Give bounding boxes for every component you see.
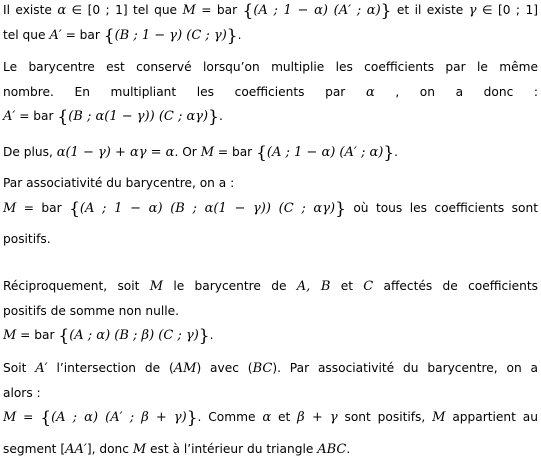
text-run: positifs de somme non nulle. (3, 304, 180, 318)
math-expression: AA′ (65, 442, 87, 457)
math-brace: } (198, 326, 210, 346)
math-expression: β + γ (297, 410, 338, 425)
text-run: et il existe (391, 3, 469, 17)
text-run: ∈ [0 ; 1] tel que (66, 3, 183, 17)
text-run: appartient au (445, 410, 538, 424)
text-run: = (16, 410, 41, 424)
text-run: alors : (3, 386, 41, 400)
math-expression: M (3, 410, 17, 425)
math-expression: (B ; 1 − γ) (C ; γ) (114, 28, 227, 43)
text-line (3, 144, 538, 161)
math-expression: (A ; α) (A′ ; β + γ) (51, 410, 187, 425)
math-expression: α (262, 410, 272, 425)
text-run: et (330, 279, 364, 293)
text-run: . Comme (197, 410, 263, 424)
text-run: Réciproquement, soit (3, 279, 150, 293)
text-run: ∈ [0 ; 1] (476, 3, 538, 17)
text-run: Il existe (3, 3, 58, 17)
math-expression: ABC (317, 442, 347, 457)
text-line (3, 327, 538, 344)
math-expression: α (365, 85, 375, 100)
text-run: où tous les coefficients sont (345, 201, 538, 215)
math-expression: A′ (49, 28, 62, 43)
text-run: = bar (61, 28, 104, 42)
math-expression: A, B (296, 279, 331, 294)
text-line (3, 409, 538, 426)
text-run: segment [ (3, 442, 66, 456)
math-expression: (A ; 1 − α) (A′ ; α) (253, 3, 381, 18)
math-brace: } (383, 143, 395, 163)
text-line (3, 175, 538, 191)
math-brace: } (226, 26, 238, 46)
text-line (3, 59, 538, 75)
math-brace: { (242, 1, 254, 21)
text-run: . (218, 109, 223, 123)
text-run: De plus, (3, 145, 57, 159)
math-expression: (A ; 1 − α) (B ; α(1 − γ)) (C ; αγ) (79, 201, 336, 216)
text-run: l’intersection de ( (47, 361, 174, 375)
math-expression: (B ; α(1 − γ)) (C ; αγ) (68, 109, 209, 124)
text-run: = bar (195, 3, 243, 17)
math-brace: { (103, 26, 115, 46)
text-run: le barycentre de (163, 279, 297, 293)
text-line (3, 360, 538, 377)
math-expression: AM (173, 361, 197, 376)
text-run: . (237, 28, 242, 42)
text-run: nombre. En multipliant les coefficients par (3, 85, 366, 99)
text-run: . Or (174, 145, 201, 159)
text-run: positifs. (3, 232, 51, 246)
math-brace: { (58, 326, 70, 346)
math-expression: BC (252, 361, 273, 376)
math-brace: } (335, 199, 346, 219)
text-run: affectés de coefficients (373, 279, 538, 293)
math-brace: } (208, 107, 219, 127)
math-expression: M (3, 328, 17, 343)
math-expression: C (363, 279, 374, 294)
text-run: = bar (214, 145, 257, 159)
math-expression: M (149, 279, 164, 294)
text-line (3, 84, 538, 101)
math-brace: } (380, 1, 392, 21)
text-line (3, 278, 538, 295)
math-expression: M (432, 410, 446, 425)
text-line (3, 2, 538, 19)
math-brace: } (186, 408, 198, 428)
math-expression: α (57, 3, 67, 18)
text-run: Soit (3, 361, 36, 375)
math-expression: γ (468, 3, 477, 18)
math-brace: { (40, 408, 52, 428)
math-brace: { (69, 199, 80, 219)
text-run: est à l’intérieur du triangle (146, 442, 318, 456)
text-line (3, 303, 538, 319)
math-expression: (A ; α) (B ; β) (C ; γ) (69, 328, 199, 343)
text-run: , on a donc : (374, 85, 539, 99)
text-run: = bar (15, 109, 58, 123)
text-run: ) avec ( (196, 361, 253, 375)
math-expression: M (182, 3, 196, 18)
math-expression: A′ (3, 109, 16, 124)
text-run: Le barycentre est conservé lorsqu’on multiplie les coefficients par le même (3, 60, 538, 74)
math-brace: { (57, 107, 69, 127)
text-line (3, 108, 538, 125)
text-run: . (209, 328, 214, 342)
text-run: Par associativité du barycentre, on a : (3, 176, 235, 190)
text-run: = bar (16, 201, 70, 215)
math-expression: α(1 − γ) + αγ = α (56, 145, 175, 160)
math-brace: { (256, 143, 267, 163)
text-run: ). Par associativité du barycentre, on a (272, 361, 539, 375)
text-line (3, 231, 538, 247)
text-run: . (394, 145, 399, 159)
text-run: sont positifs, (337, 410, 433, 424)
math-expression: M (132, 442, 147, 457)
math-expression: A′ (35, 361, 48, 376)
text-run: et (271, 410, 298, 424)
text-run: ], donc (86, 442, 133, 456)
text-line (3, 27, 538, 44)
text-run: . (346, 442, 351, 456)
math-expression: M (200, 145, 215, 160)
text-line (3, 441, 538, 458)
text-run: = bar (16, 328, 59, 342)
text-line (3, 385, 538, 401)
math-expression: M (3, 201, 17, 216)
text-run: tel que (3, 28, 50, 42)
math-expression: (A ; 1 − α) (A′ ; α) (266, 145, 384, 160)
text-line (3, 200, 538, 217)
